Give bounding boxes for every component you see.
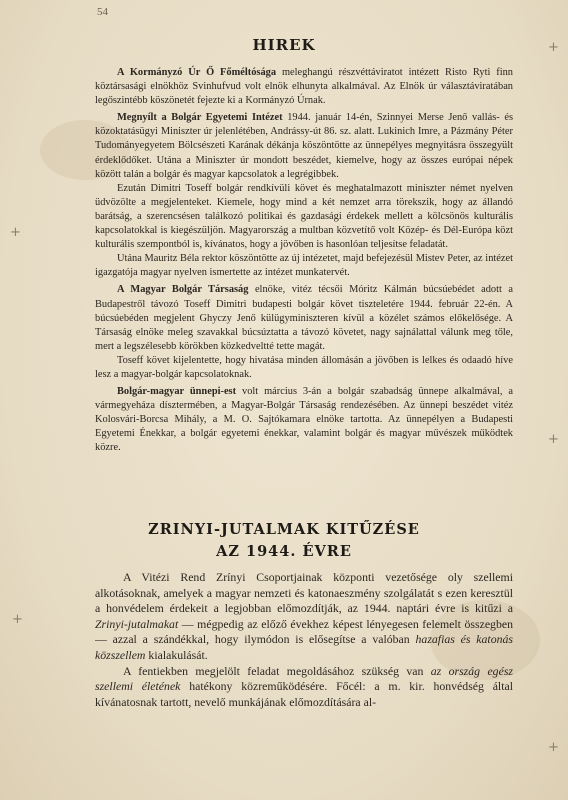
zrinyi-title-line-1: ZRINYI-JUTALMAK KITŰZÉSE [148,521,420,538]
margin-mark: + [12,612,23,627]
news-section [95,66,513,456]
news-paragraph-4: Utána Mauritz Béla rektor köszöntötte az új intézetet, majd befejezésül Mistev Peter, az intézet igazgatója magyar nyelven ismertette az intézet munkatervét. [95,253,513,279]
margin-mark: + [10,225,21,240]
zrinyi-section [95,570,513,710]
news-paragraph-2: Megnyílt a Bolgár Egyetemi Intézet 1944. január 14-én, Szinnyei Merse Jenő vallás- és közoktatásügyi Miniszter úr jelenlétében, Andrássy-út 86. sz. alatt. Lukinich Imre, a Pázmány Péter Tudományegyetem Bölcsészeti Karának dékánja köszöntötte az ünnepélyes megnyitásra összegyült érdeklődőket. Utána a Miniszter úr mondott beszédet, kiemelve, hogy az összes európai népek között talán a bolgár és magyar kapcsolatok a legrégibbek. [95,112,513,180]
zrinyi-paragraph-1: A Vitézi Rend Zrínyi Csoportjainak központi vezetősége oly szellemi alkotásoknak, amelyek a magyar nemzeti és katonaeszmény szolgálatát s ezen keresztül a honvédelem érdekeit a legjobban előmozdítják, az 1944. naptári évre is kitűzi a Zrinyi-jutalmakat — mégpedig az előző évekhez képest lényegesen felemelt összegben — azzal a szándékkal, hogy ilymódon is elősegítse a valóban hazafias és katonás közszellem kialakulását. [95,570,513,662]
news-paragraph-3: Ezután Dimitri Toseff bolgár rendkívüli követ és meghatalmazott miniszter német nyelven üdvözölte a megjelenteket. Kiemele, hogy mind a két nemzet arra törekszik, hogy az állandó barátság, a szerencsésen találkozó politikai és gazdasági érdekek mellett a kölcsönös kulturális kapcsolatokkal is kiegészüljön. Magyarország a multban közvetítő volt Közép- és Dél-Európa közt kulturális szempontból is, kívánatos, hogy a jövőben is hasonlóan teljesítse feladatát. [95,182,513,251]
zrinyi-paragraph-2: A fentiekben megjelölt feladat megoldásához szükség van az ország egész szellemi életének hatékony közreműködésére. Főcél: a m. kir. honvédség által kívánatosnak tartott, nevelő munkájának előmozdítására al- [95,663,513,709]
page-number: 54 [97,6,108,18]
section-title-hirek: HIREK [252,36,316,54]
news-paragraph-5: A Magyar Bolgár Társaság elnöke, vitéz técsői Móritz Kálmán búcsúebédet adott a Budapestről távozó Toseff Dimitri budapesti bolgár követ tiszteletére 1944. február 22-én. A búcsúebéden megjelent Ghyczy Jenő külügyminiszteren kívül a közélet számos előkelősége. A Társaság elnöke meleg szavakkal búcsúztatta a távozó követet, nagy sajnálattal válunk meg tőle, mert a legszélesebb körökben közkedveltté tette magát. [95,284,513,352]
news-paragraph-6: Toseff követ kijelentette, hogy hivatása minden állomásán a jövőben is lelkes és odaadó híve lesz a magyar-bolgár kapcsolatoknak. [95,354,513,380]
section-title-zrinyi [0,519,568,563]
margin-mark: + [548,40,559,55]
zrinyi-title-line-2: AZ 1944. ÉVRE [216,543,352,560]
news-paragraph-1: A Kormányzó Úr Ő Főméltósága meleghangú részvéttáviratot intézett Risto Ryti finn köztársasági elnökhöz Svinhufvud volt elnök elhunyta alkalmával. Az Elnök úr választáviratában legőszintébb köszönetét fejezte ki a Kormányzó Úrnak. [95,67,513,107]
margin-mark: + [548,432,559,447]
news-paragraph-7: Bolgár-magyar ünnepi-est volt március 3-án a bolgár szabadság ünnepe alkalmával, a vármegyeháza dísztermében, a Magyar-Bolgár Társaság rendezésében. Az ünnepi beszédet vitéz Kolosvári-Borcsa Mihály, a M. O. Sajtókamara elnöke tartotta. Az ünnepélyen a Budapesti Egyetemi Énekkar, a bolgár egyetemi énekkar, valamint bolgár és magyar művészek működtek közre. [95,386,513,454]
margin-mark: + [548,740,559,755]
